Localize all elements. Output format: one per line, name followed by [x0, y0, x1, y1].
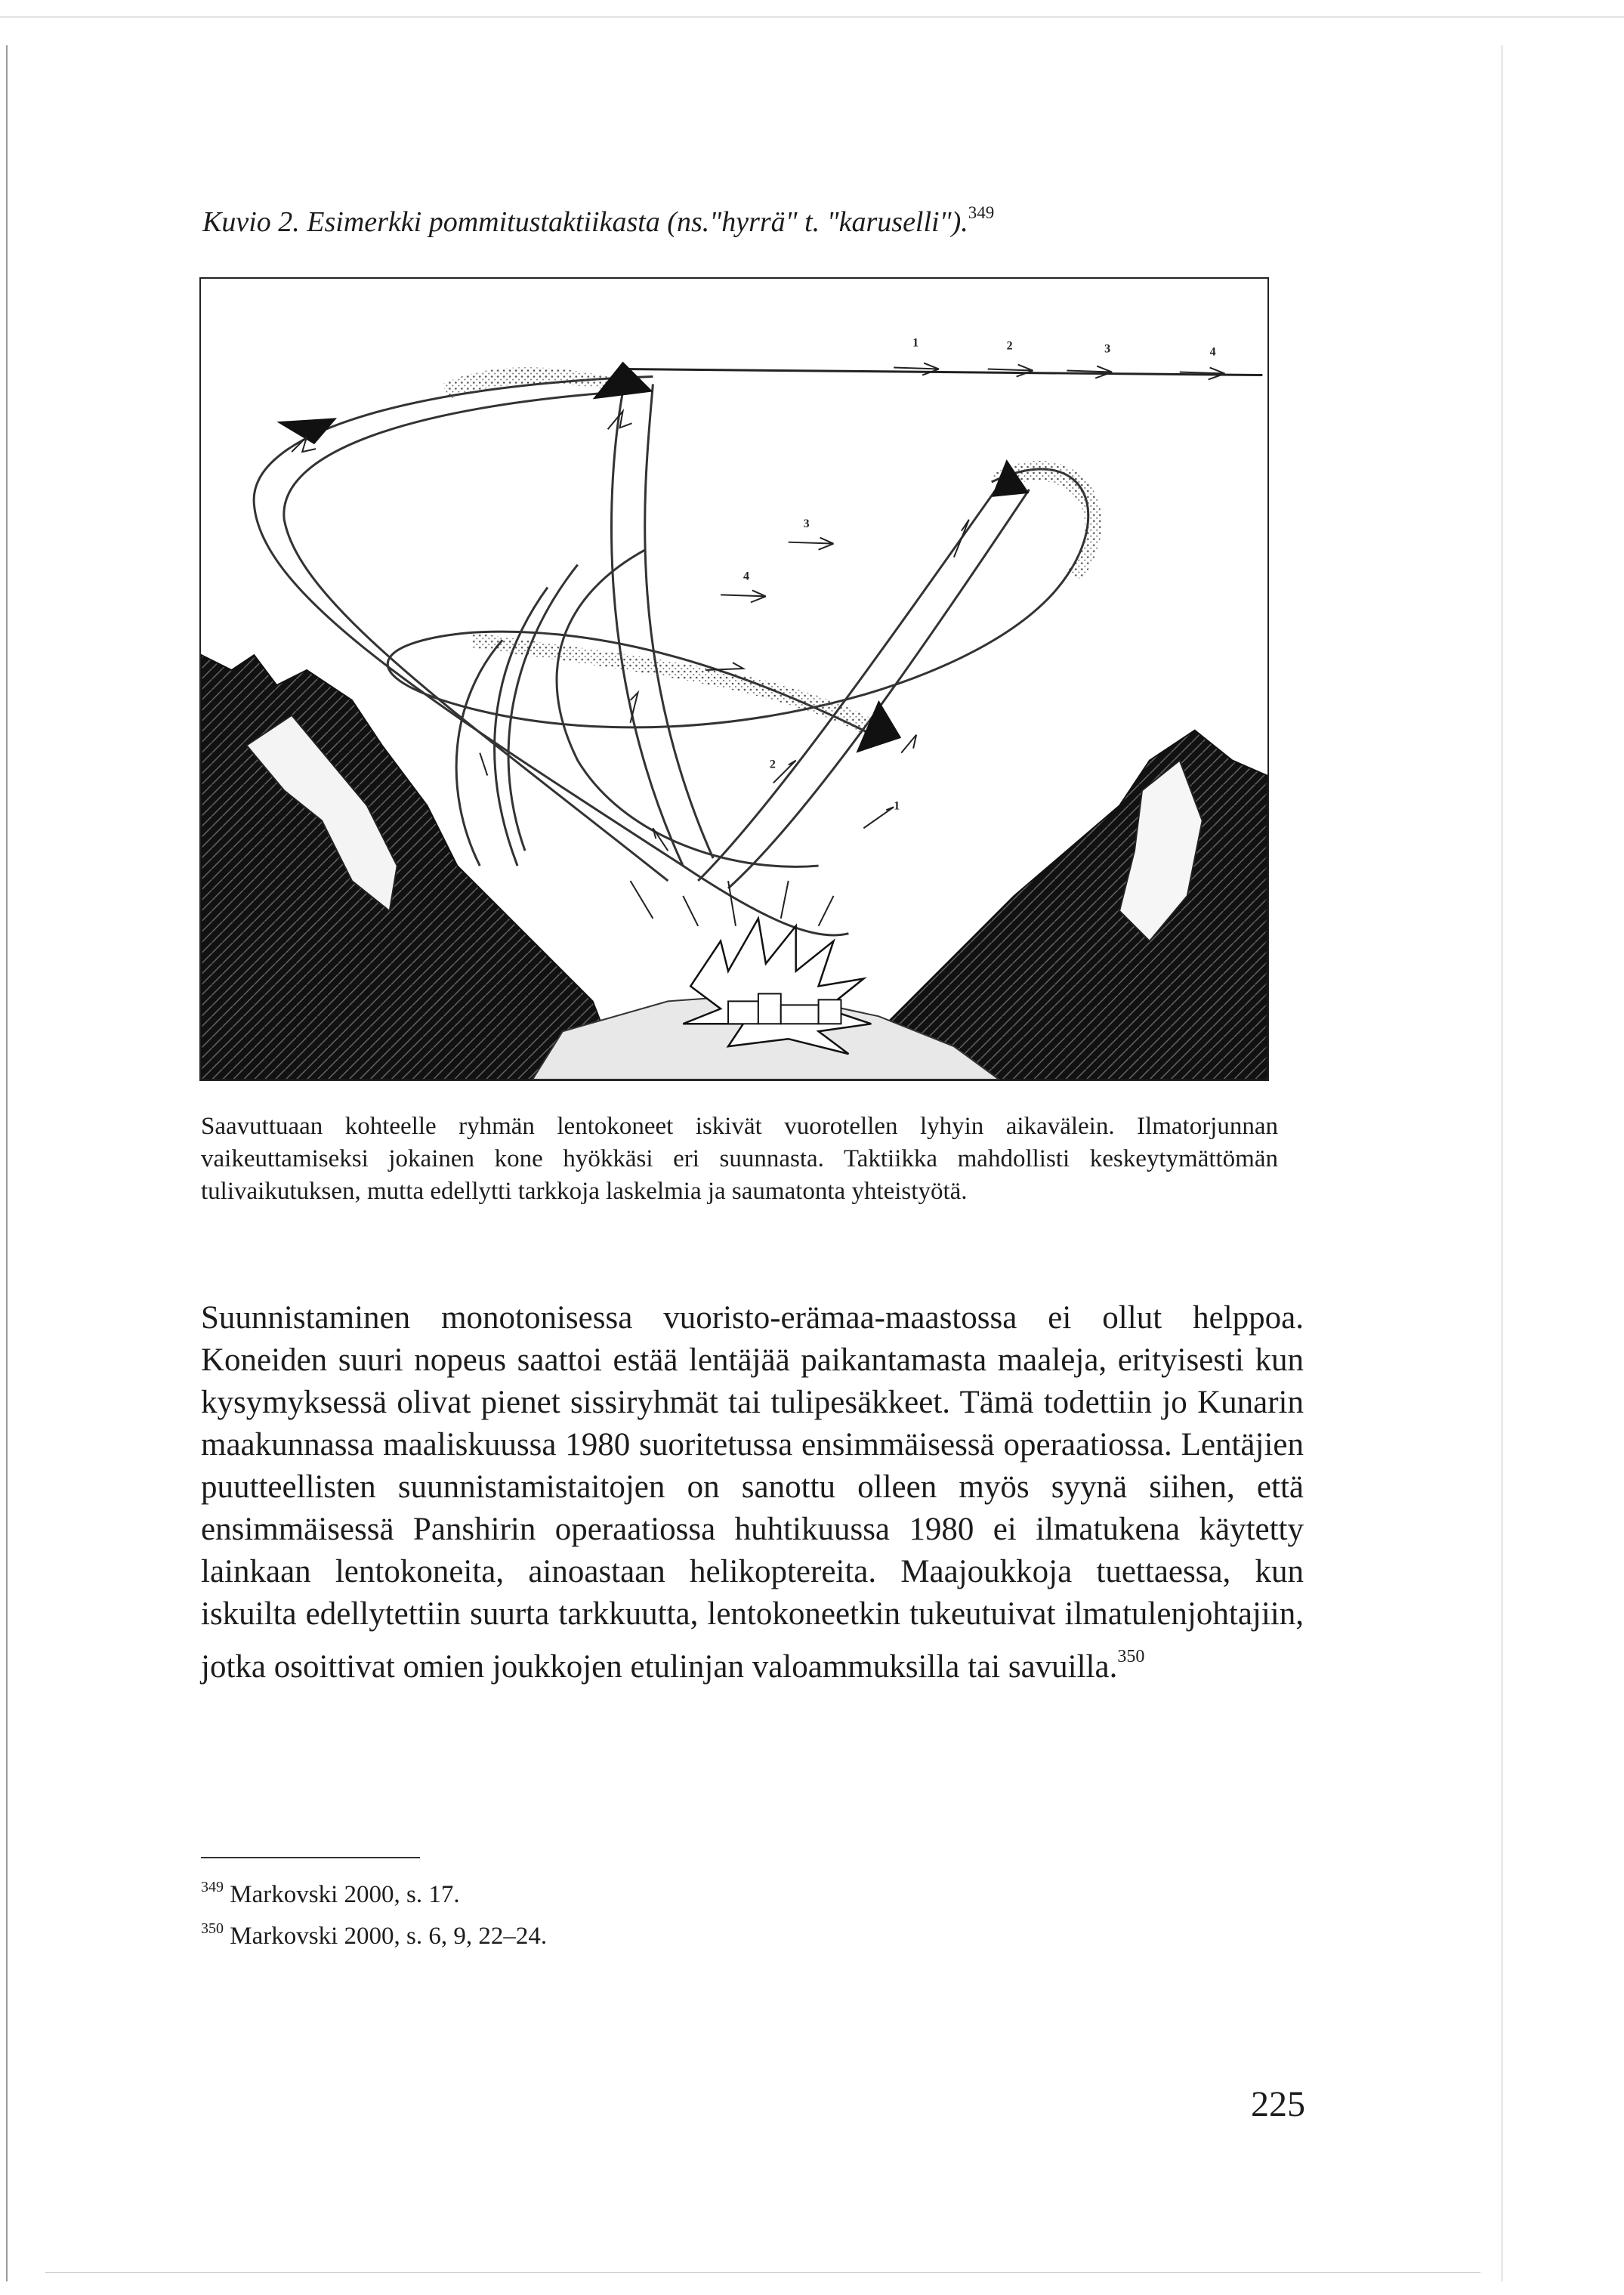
body-paragraph: Suunnistaminen monotonisessa vuoristo-erämaa-maastossa ei ollut helppoa. Koneiden suuri nopeus saattoi estää lentäjää paikantamasta maaleja, erityisesti kun kysymyksessä olivat pienet sissiryhmät tai tulipesäkkeet. Tämä todettiin jo Kunarin maakunnassa maaliskuussa 1980 suoritetussa ensimmäisessä operaatiossa. Lentäjien puutteellisten suunnistamistaitojen on sanottu olleen myös syynä siihen, että ensimmäisessä Panshirin operaatiossa huhtikuussa 1980 ei ilmatukena käytetty lainkaan lentokoneita, ainoastaan helikoptereita. Maajoukkoja tuettaessa, kun iskuilta edellytettiin suurta tarkkuutta, lentokoneetkin tukeutuivat ilmatulenjohtajiin, jotka osoittivat omien joukkojen etulinjan valoammuksilla tai savuilla.$^{350}$	[201, 1300, 1304, 1685]
scan-border-bottom	[45, 2272, 1480, 2273]
bombing-tactic-illustration	[201, 279, 1267, 1080]
page-number: 225	[1251, 2084, 1305, 2124]
plane-label-mid-2: 2	[769, 758, 776, 771]
footnote-text: Markovski 2000, s. 6, 9, 22–24.	[230, 1923, 548, 1950]
plane-label-mid-4: 4	[743, 570, 749, 583]
plane-label-top-3: 3	[1104, 342, 1111, 356]
plane-label-mid-3: 3	[803, 517, 810, 530]
body-footnote-ref: 350	[1117, 1647, 1145, 1666]
figure-title-footnote-ref: 349	[968, 203, 995, 222]
formation-flight-line	[623, 369, 1263, 375]
footnote-number: 350	[201, 1920, 224, 1937]
footnote-text: Markovski 2000, s. 17.	[230, 1881, 460, 1908]
footnote-349	[201, 1872, 460, 1910]
figure-title: Kuvio 2. Esimerkki pommitustaktiikasta (ns."hyrrä" t. "karuselli").$^{349}$	[202, 203, 995, 238]
footnote-350	[201, 1914, 547, 1951]
plane-label-top-1: 1	[912, 336, 919, 350]
footnote-separator	[201, 1857, 420, 1858]
bomb-drop-lines	[631, 881, 834, 926]
plane-label-top-2: 2	[1006, 339, 1013, 353]
plane-label-top-4: 4	[1209, 345, 1216, 359]
mountain-left	[202, 655, 623, 1080]
figure-illustration	[199, 277, 1269, 1081]
direction-arrowheads	[276, 362, 1029, 753]
plane-label-mid-1: 1	[894, 799, 900, 813]
figure-caption: Saavuttuaan kohteelle ryhmän lentokoneet iskivät vuorotellen lyhyin aikavälein. Ilmatorjunnan vaikeuttamiseksi jokainen kone hyökkäsi eri suunnasta. Taktiikka mahdollisti keskeytymättömän tulivaikutuksen, mutta edellytti tarkkoja laskelmia ja saumatonta yhteistyötä.	[201, 1113, 1278, 1205]
ribbon-shading	[442, 367, 1101, 738]
mountain-right	[848, 731, 1267, 1080]
scan-border-left	[6, 45, 8, 2281]
footnote-number: 349	[201, 1879, 224, 1895]
